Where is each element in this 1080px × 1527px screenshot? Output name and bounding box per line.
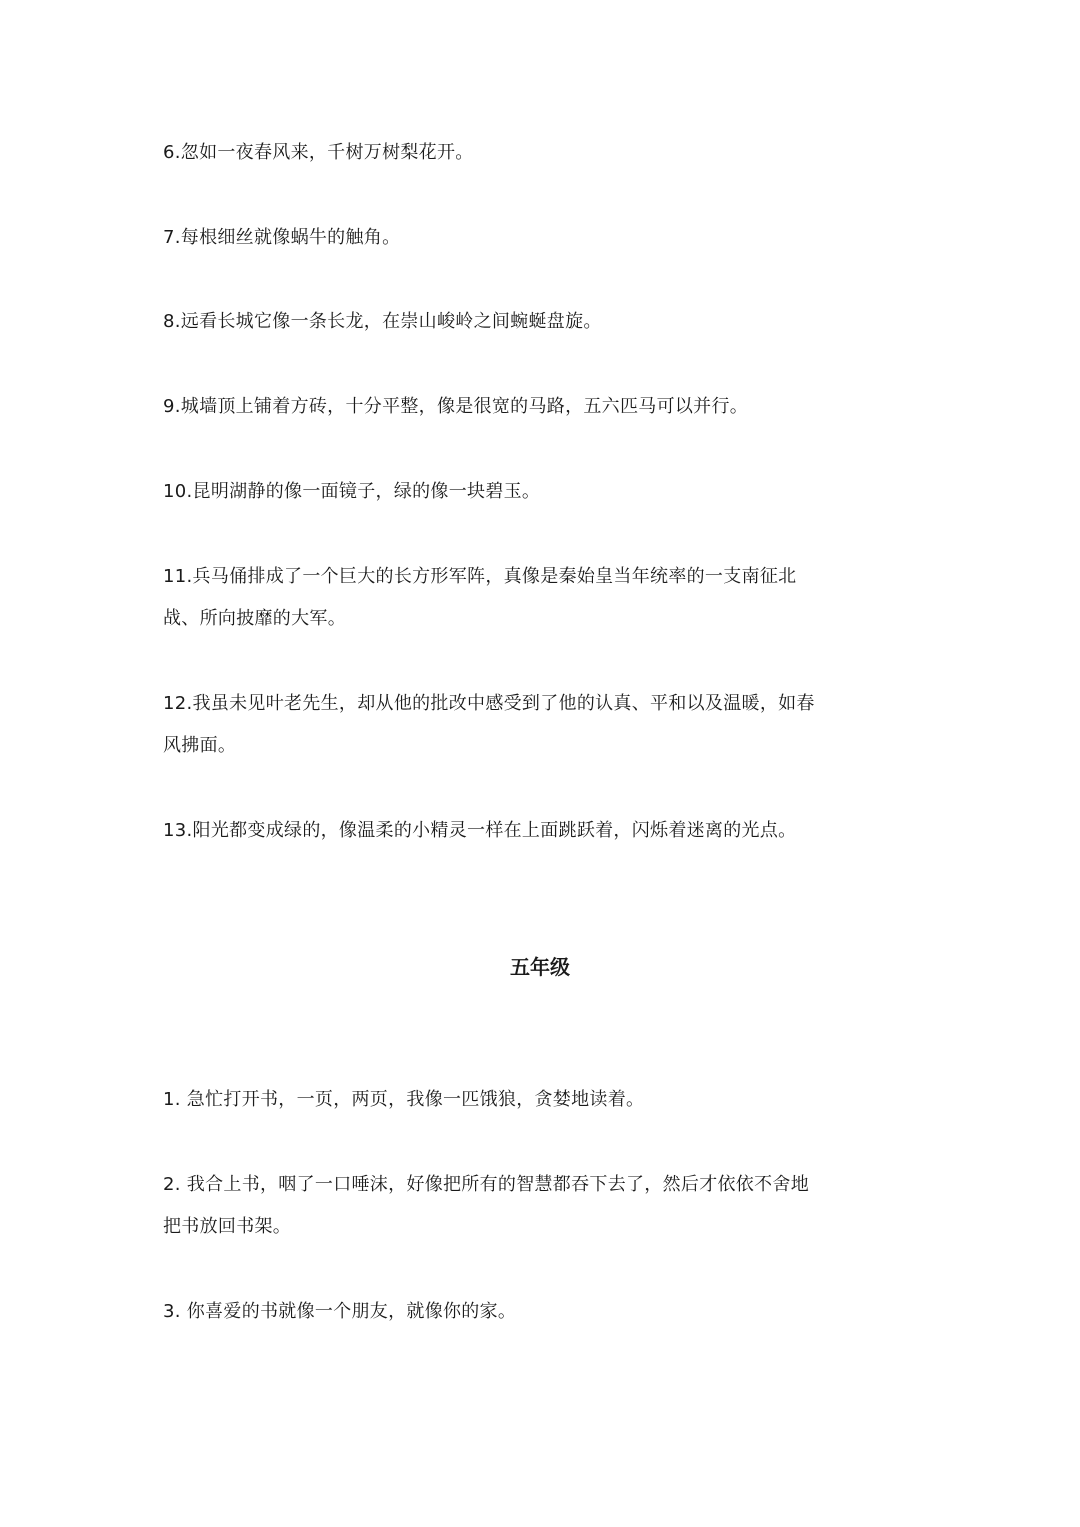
sentence-item: 9.城墙顶上铺着方砖，十分平整，像是很宽的马路，五六匹马可以并行。 [163, 396, 749, 417]
sentence-item: 3. 你喜爱的书就像一个朋友，就像你的家。 [163, 1301, 517, 1322]
section-heading: 五年级 [510, 955, 570, 979]
sentence-item: 1. 急忙打开书，一页，两页，我像一匹饿狼，贪婪地读着。 [163, 1089, 645, 1110]
sentence-item: 12.我虽未见叶老先生，却从他的批改中感受到了他的认真、平和以及温暖，如春风拂面。 [163, 693, 815, 756]
sentence-item: 10.昆明湖静的像一面镜子，绿的像一块碧玉。 [163, 481, 541, 502]
sentence-item: 13.阳光都变成绿的，像温柔的小精灵一样在上面跳跃着，闪烁着迷离的光点。 [163, 820, 797, 841]
sentence-item: 11.兵马俑排成了一个巨大的长方形军阵，真像是秦始皇当年统率的一支南征北战、所向披靡的大军。 [163, 566, 797, 629]
sentence-item: 2. 我合上书，咽了一口唾沫，好像把所有的智慧都吞下去了，然后才依依不舍地把书放回书架。 [163, 1174, 809, 1237]
sentence-item: 6.忽如一夜春风来，千树万树梨花开。 [163, 142, 474, 163]
sentence-item: 8.远看长城它像一条长龙，在崇山峻岭之间蜿蜒盘旋。 [163, 311, 602, 332]
sentence-item: 7.每根细丝就像蜗牛的触角。 [163, 227, 401, 248]
